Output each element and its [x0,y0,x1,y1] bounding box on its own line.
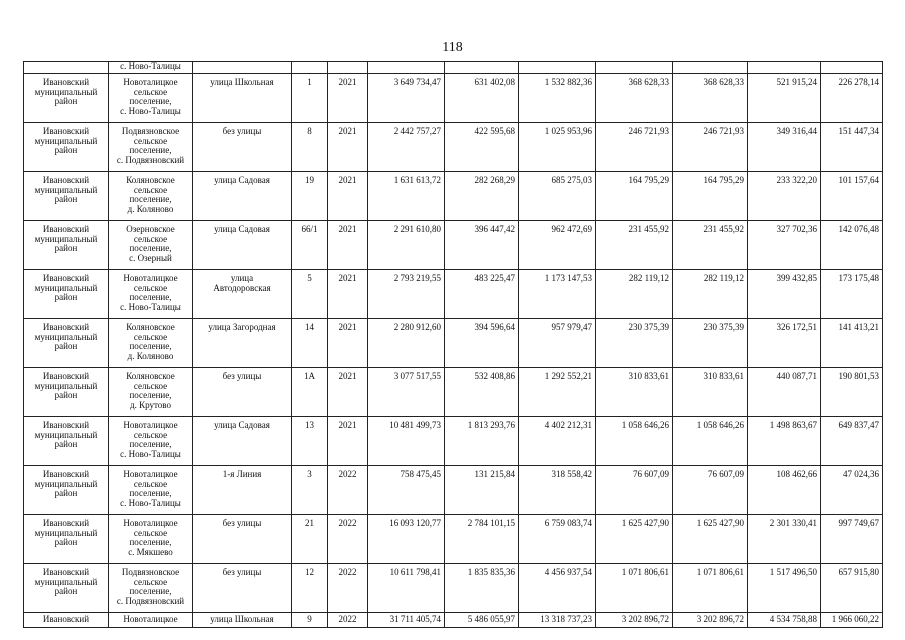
amount-cell-5: 310 833,61 [673,368,748,417]
house-number-cell: 19 [292,172,328,221]
settlement-cell: Коляновское сельское поселение, д. Крутово [109,368,193,417]
table-row [24,368,883,417]
amount-cell-1: 758 475,45 [368,466,445,515]
year-cell: 2021 [328,172,368,221]
amount-cell-4: 1 071 806,61 [596,564,673,613]
amount-cell-5: 1 071 806,61 [673,564,748,613]
amount-cell-4: 3 202 896,72 [596,613,673,628]
amount-cell-2: 532 408,86 [445,368,519,417]
settlement-cell: Озерновское сельское поселение, с. Озерный [109,221,193,270]
year-cell: 2021 [328,221,368,270]
amount-cell-6: 326 172,51 [748,319,821,368]
amount-cell-3: 1 173 147,53 [519,270,596,319]
table-row [24,221,883,270]
house-number-cell: 13 [292,417,328,466]
amount-cell-4: 310 833,61 [596,368,673,417]
street-cell: без улицы [193,515,292,564]
amount-cell-2: 5 486 055,97 [445,613,519,628]
amount-cell-3: 13 318 737,23 [519,613,596,628]
year-cell: 2022 [328,613,368,628]
house-number-cell: 9 [292,613,328,628]
year-cell: 2022 [328,515,368,564]
amount-cell-1: 2 291 610,80 [368,221,445,270]
amount-cell-1: 2 442 757,27 [368,123,445,172]
house-number-cell: 3 [292,466,328,515]
year-cell: 2021 [328,417,368,466]
district-cell: Ивановский муниципальный район [24,368,109,417]
amount-cell-4: 230 375,39 [596,319,673,368]
street-cell: 1-я Линия [193,466,292,515]
street-cell: без улицы [193,564,292,613]
amount-cell-6: 399 432,85 [748,270,821,319]
amount-cell-2: 422 595,68 [445,123,519,172]
amount-cell-6: 327 702,36 [748,221,821,270]
year-cell: 2021 [328,270,368,319]
street-cell: без улицы [193,368,292,417]
settlement-cell: Подвязновское сельское поселение, с. Подвязновский [109,564,193,613]
amount-cell-5: 1 058 646,26 [673,417,748,466]
amount-cell-6: 521 915,24 [748,74,821,123]
amount-cell-6: 2 301 330,41 [748,515,821,564]
year-cell: 2022 [328,564,368,613]
table-row [24,515,883,564]
table-row [24,74,883,123]
table-row [24,172,883,221]
house-number-cell: 21 [292,515,328,564]
table-row [24,466,883,515]
year-cell: 2021 [328,74,368,123]
amount-cell-2: 1 835 835,36 [445,564,519,613]
amount-cell-6: 1 498 863,67 [748,417,821,466]
district-cell: Ивановский муниципальный район [24,417,109,466]
district-cell: Ивановский муниципальный район [24,564,109,613]
page-number: 118 [442,40,463,55]
settlement-cell: Новоталицкое [109,613,193,628]
street-cell: улица Садовая [193,172,292,221]
amount-cell-6: 4 534 758,88 [748,613,821,628]
table-row [24,319,883,368]
amount-cell-3: 4 456 937,54 [519,564,596,613]
amount-cell-7: 173 175,48 [821,270,883,319]
house-number-cell: 1А [292,368,328,417]
amount-cell-2: 394 596,64 [445,319,519,368]
amount-cell-6: 349 316,44 [748,123,821,172]
settlement-cell: Коляновское сельское поселение, д. Коляново [109,319,193,368]
house-number-cell: 8 [292,123,328,172]
amount-cell-2: 1 813 293,76 [445,417,519,466]
settlement-cell: Новоталицкое сельское поселение, с. Ново-Талицы [109,417,193,466]
amount-cell-1: 10 611 798,41 [368,564,445,613]
year-cell: 2021 [328,368,368,417]
table-row [24,123,883,172]
amount-cell-4: 231 455,92 [596,221,673,270]
amount-cell-1: 3 649 734,47 [368,74,445,123]
amount-cell-2: 131 215,84 [445,466,519,515]
amount-cell-1: 2 280 912,60 [368,319,445,368]
street-cell: улица Садовая [193,221,292,270]
amount-cell-1: 31 711 405,74 [368,613,445,628]
amount-cell-5: 230 375,39 [673,319,748,368]
amount-cell-3: 1 532 882,36 [519,74,596,123]
amount-cell-4: 282 119,12 [596,270,673,319]
amount-cell-3: 6 759 083,74 [519,515,596,564]
amount-cell-6: 233 322,20 [748,172,821,221]
district-cell: Ивановский муниципальный район [24,319,109,368]
amount-cell-5: 368 628,33 [673,74,748,123]
house-number-cell: 5 [292,270,328,319]
amount-cell-4: 1 058 646,26 [596,417,673,466]
amount-cell-3: 1 025 953,96 [519,123,596,172]
amount-cell-4: 1 625 427,90 [596,515,673,564]
street-cell: улица Садовая [193,417,292,466]
amount-cell-5: 1 625 427,90 [673,515,748,564]
amount-cell-5: 282 119,12 [673,270,748,319]
amount-cell-2: 2 784 101,15 [445,515,519,564]
amount-cell-4: 246 721,93 [596,123,673,172]
amount-cell-7: 141 413,21 [821,319,883,368]
amount-cell-1: 16 093 120,77 [368,515,445,564]
amount-cell-3: 318 558,42 [519,466,596,515]
amount-cell-3: 1 292 552,21 [519,368,596,417]
house-number-cell: 12 [292,564,328,613]
amount-cell-7: 47 024,36 [821,466,883,515]
amount-cell-2: 631 402,08 [445,74,519,123]
amount-cell-3: 4 402 212,31 [519,417,596,466]
amount-cell-2: 483 225,47 [445,270,519,319]
amount-cell-7: 101 157,64 [821,172,883,221]
street-cell: улица Автодоровская [193,270,292,319]
amount-cell-7: 151 447,34 [821,123,883,172]
amount-cell-1: 1 631 613,72 [368,172,445,221]
settlement-cell: Новоталицкое сельское поселение, с. Ново-Талицы [109,74,193,123]
house-number-cell: 66/1 [292,221,328,270]
settlement-cell: Новоталицкое сельское поселение, с. Мякшево [109,515,193,564]
district-cell: Ивановский муниципальный район [24,74,109,123]
amount-cell-4: 368 628,33 [596,74,673,123]
settlement-cell: с. Ново-Талицы [109,62,193,74]
amount-cell-3: 685 275,03 [519,172,596,221]
house-number-cell: 14 [292,319,328,368]
amount-cell-3: 962 472,69 [519,221,596,270]
settlement-cell: Новоталицкое сельское поселение, с. Ново-Талицы [109,270,193,319]
settlement-cell: Подвязновское сельское поселение, с. Подвязновский [109,123,193,172]
district-cell: Ивановский муниципальный район [24,270,109,319]
house-number-cell: 1 [292,74,328,123]
table-row [24,270,883,319]
amount-cell-1: 2 793 219,55 [368,270,445,319]
settlement-cell: Коляновское сельское поселение, д. Коляново [109,172,193,221]
housing-program-table [23,61,883,628]
district-cell: Ивановский [24,613,109,628]
amount-cell-4: 164 795,29 [596,172,673,221]
table-row [24,613,883,628]
amount-cell-3: 957 979,47 [519,319,596,368]
table-row [24,62,883,74]
amount-cell-6: 440 087,71 [748,368,821,417]
street-cell: улица Школьная [193,613,292,628]
amount-cell-7: 190 801,53 [821,368,883,417]
settlement-cell: Новоталицкое сельское поселение, с. Ново-Талицы [109,466,193,515]
amount-cell-5: 246 721,93 [673,123,748,172]
district-cell: Ивановский муниципальный район [24,172,109,221]
amount-cell-6: 1 517 496,50 [748,564,821,613]
amount-cell-7: 997 749,67 [821,515,883,564]
amount-cell-4: 76 607,09 [596,466,673,515]
district-cell: Ивановский муниципальный район [24,221,109,270]
amount-cell-5: 3 202 896,72 [673,613,748,628]
amount-cell-5: 231 455,92 [673,221,748,270]
amount-cell-7: 226 278,14 [821,74,883,123]
amount-cell-2: 396 447,42 [445,221,519,270]
amount-cell-5: 76 607,09 [673,466,748,515]
table-row [24,564,883,613]
district-cell: Ивановский муниципальный район [24,466,109,515]
amount-cell-7: 142 076,48 [821,221,883,270]
amount-cell-6: 108 462,66 [748,466,821,515]
street-cell: улица Школьная [193,74,292,123]
amount-cell-7: 649 837,47 [821,417,883,466]
amount-cell-1: 3 077 517,55 [368,368,445,417]
amount-cell-5: 164 795,29 [673,172,748,221]
district-cell: Ивановский муниципальный район [24,123,109,172]
year-cell: 2022 [328,466,368,515]
amount-cell-7: 657 915,80 [821,564,883,613]
amount-cell-2: 282 268,29 [445,172,519,221]
amount-cell-7: 1 966 060,22 [821,613,883,628]
district-cell: Ивановский муниципальный район [24,515,109,564]
year-cell: 2021 [328,319,368,368]
amount-cell-1: 10 481 499,73 [368,417,445,466]
street-cell: улица Загородная [193,319,292,368]
table-row [24,417,883,466]
street-cell: без улицы [193,123,292,172]
year-cell: 2021 [328,123,368,172]
